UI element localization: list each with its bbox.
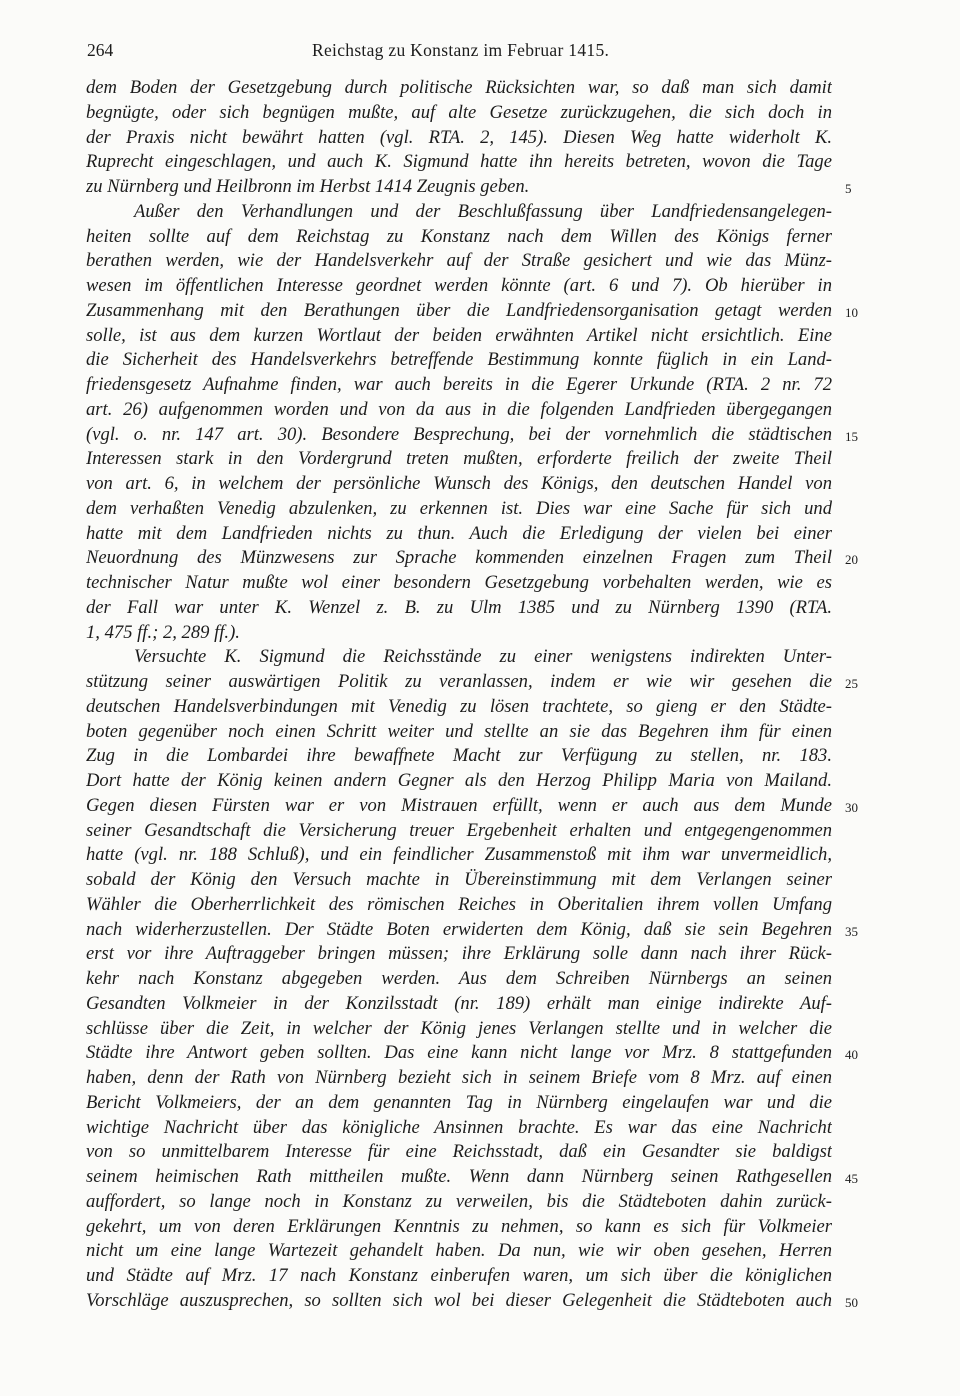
margin-line-number: 10: [845, 304, 858, 320]
text-line: erst vor ihre Auftraggeber bringen müssen; ihre Erklärung solle dann nach ihrer Rück-: [86, 943, 832, 965]
text-line: seinem heimischen Rath mittheilen mußte. Wenn dann Nürnberg seinen Rathgesellen: [86, 1166, 832, 1187]
text-line: der Fall war unter K. Wenzel z. B. zu Ulm 1385 und zu Nürnberg 1390 (RTA.: [86, 596, 832, 618]
margin-line-number: 15: [845, 428, 858, 444]
text-line: solle, ist aus dem kurzen Wortlaut der beiden erwähnten Artikel nicht ersichtlich. Eine: [86, 324, 832, 346]
text-line: von so unmittelbarem Interesse für eine Reichsstadt, daß ein Gesandter sie baldigst: [86, 1141, 832, 1163]
text-line: gekehrt, um von deren Erklärungen Kenntnis zu nehmen, so kann es sich für Volkmeier: [86, 1215, 832, 1237]
text-line: Außer den Verhandlungen und der Beschlußfassung über Landfriedensangelegen-: [134, 200, 832, 222]
body-text: [86, 76, 832, 1314]
text-line: Zug in die Lombardei ihre bewaffnete Macht zur Verfügung zu stellen, nr. 183.: [86, 745, 832, 767]
text-line: von art. 6, in welchem der persönliche Wunsch des Königs, den deutschen Handel von: [86, 473, 832, 494]
margin-line-number: 5: [845, 181, 852, 196]
text-line: hatte (vgl. nr. 188 Schluß), und ein feindlicher Zusammenstoß mit ihm war unvermeidlich,: [86, 844, 832, 866]
text-line: Interessen stark in den Vordergrund treten mußten, erforderte freilich der zweite Theil: [86, 448, 832, 470]
text-line: auffordert, so lange noch in Konstanz zu verweilen, bis die Städteboten dahin zurück-: [86, 1190, 832, 1212]
text-line: Dort hatte der König keinen andern Gegner als den Herzog Philipp Maria von Mailand.: [86, 770, 832, 791]
running-head: Reichstag zu Konstanz im Februar 1415.: [312, 40, 610, 60]
page-header: [0, 38, 960, 68]
margin-line-number: 20: [845, 552, 858, 568]
text-line: heiten sollte auf dem Reichstag zu Konstanz nach dem Willen des Königs ferner: [86, 225, 832, 247]
text-line: sobald der König den Versuch machte in Übereinstimmung mit dem Verlangen seiner: [86, 869, 832, 890]
text-line: Gesandten Volkmeier in der Konzilsstadt (nr. 189) erhält man einige indirekte Auf-: [86, 992, 832, 1014]
text-line: zu Nürnberg und Heilbronn im Herbst 1414 Zeugnis geben.: [86, 176, 530, 197]
text-line: kehr nach Konstanz abgegeben werden. Aus dem Schreiben Nürnbergs an seinen: [86, 968, 832, 989]
text-line: der Praxis nicht bewährt hatten (vgl. RTA. 2, 145). Diesen Weg hatte widerholt K.: [86, 126, 832, 148]
text-line: wesen im öffentlichen Interesse geordnet werden könnte (art. 6 und 7). Ob hierüber in: [86, 275, 832, 296]
text-line: hatte mit dem Landfrieden nichts zu thun. Auch die Erledigung der vielen bei einer: [86, 522, 832, 544]
text-line: 1, 475 ff.; 2, 289 ff.).: [86, 621, 240, 643]
margin-line-number: 30: [845, 799, 858, 815]
text-line: berathen werden, wie der Handelsverkehr auf der Straße gesichert und wie das Münz-: [86, 250, 832, 272]
text-line: stützung seiner auswärtigen Politik zu veranlassen, indem er wie wir gesehen die: [86, 671, 832, 692]
text-line: Bericht Volkmeiers, der an dem genannten Tag in Nürnberg eingelaufen war und die: [86, 1091, 832, 1113]
text-line: nicht um eine lange Wartezeit gehandelt haben. Da nun, wie wir oben gesehen, Herren: [86, 1240, 832, 1262]
text-line: technischer Natur mußte wol einer besondern Gesetzgebung vorbehalten werden, wie es: [86, 572, 832, 593]
text-line: friedensgesetz Aufnahme finden, war auch bereits in die Egerer Urkunde (RTA. 2 nr. 72: [86, 374, 832, 395]
margin-line-number: 35: [845, 923, 858, 939]
text-line: Zusammenhang mit den Berathungen über die Landfriedensorganisation getagt werden: [86, 299, 832, 321]
text-line: deutschen Handelsverbindungen mit Venedig zu lösen trachtete, so gieng er den Städte-: [86, 695, 832, 717]
text-line: Ruprecht eingeschlagen, und auch K. Sigmund hatte ihn hereits betreten, wovon die Tage: [86, 151, 832, 173]
text-line: und Städte auf Mrz. 17 nach Konstanz einberufen waren, um sich über die königlichen: [86, 1265, 832, 1286]
page-number: 264: [87, 40, 114, 60]
text-line: Versuchte K. Sigmund die Reichsstände zu einer wenigstens indirekten Unter-: [134, 646, 832, 668]
text-line: dem Boden der Gesetzgebung durch politische Rücksichten war, so daß man sich damit: [86, 77, 832, 98]
margin-line-number: 40: [845, 1047, 858, 1063]
text-line: Neuordnung des Münzwesens zur Sprache kommenden einzelnen Fragen zum Theil: [86, 547, 832, 569]
margin-line-number: 50: [845, 1294, 858, 1310]
text-line: boten gegenüber noch einen Schritt weiter und stellte an sie das Begehren ihm für einen: [86, 720, 832, 742]
text-line: Gegen diesen Fürsten war er von Mistrauen erfüllt, wenn er auch aus dem Munde: [86, 794, 832, 816]
text-line: wichtige Nachricht über das königliche Ansinnen brachte. Es war das eine Nachricht: [86, 1116, 832, 1138]
text-line: Vorschläge auszusprechen, so sollten sich wol bei dieser Gelegenheit die Städteboten auch: [86, 1289, 832, 1311]
text-line: (vgl. o. nr. 147 art. 30). Besondere Besprechung, bei der vornehmlich die städtischen: [86, 423, 832, 445]
text-line: begnügte, oder sich begnügen mußte, auf alte Gesetze zurückzugehen, die sich doch in: [86, 101, 832, 123]
text-line: Städte ihre Antwort geben sollten. Das eine kann nicht lange vor Mrz. 8 stattgefunden: [86, 1042, 832, 1064]
text-line: Wähler die Oberherrlichkeit des römischen Reiches in Oberitalien ihrem vollen Umfang: [86, 893, 832, 915]
margin-line-number: 45: [845, 1171, 858, 1186]
text-line: die Sicherheit des Handelsverkehrs betreffende Bestimmung konnte füglich in ein Land-: [86, 349, 832, 371]
text-line: seiner Gesandtschaft die Versicherung treuer Ergebenheit erhalten und entgegengenommen: [86, 819, 832, 841]
text-line: nach widerherzustellen. Der Städte Boten erwiderten dem König, daß sie sein Begehren: [86, 918, 832, 940]
text-line: art. 26) aufgenommen worden und von da aus in die folgenden Landfrieden übergegangen: [86, 398, 832, 420]
text-line: schlüsse über die Zeit, in welcher der König jenes Verlangen stellte und in welcher die: [86, 1017, 832, 1039]
text-line: haben, denn der Rath von Nürnberg bezieht sich in seinem Briefe vom 8 Mrz. auf einen: [86, 1067, 832, 1088]
text-line: dem verhaßten Venedig abzulenken, zu erkennen ist. Dies war eine Sache für sich und: [86, 497, 832, 519]
margin-line-number: 25: [845, 676, 858, 691]
